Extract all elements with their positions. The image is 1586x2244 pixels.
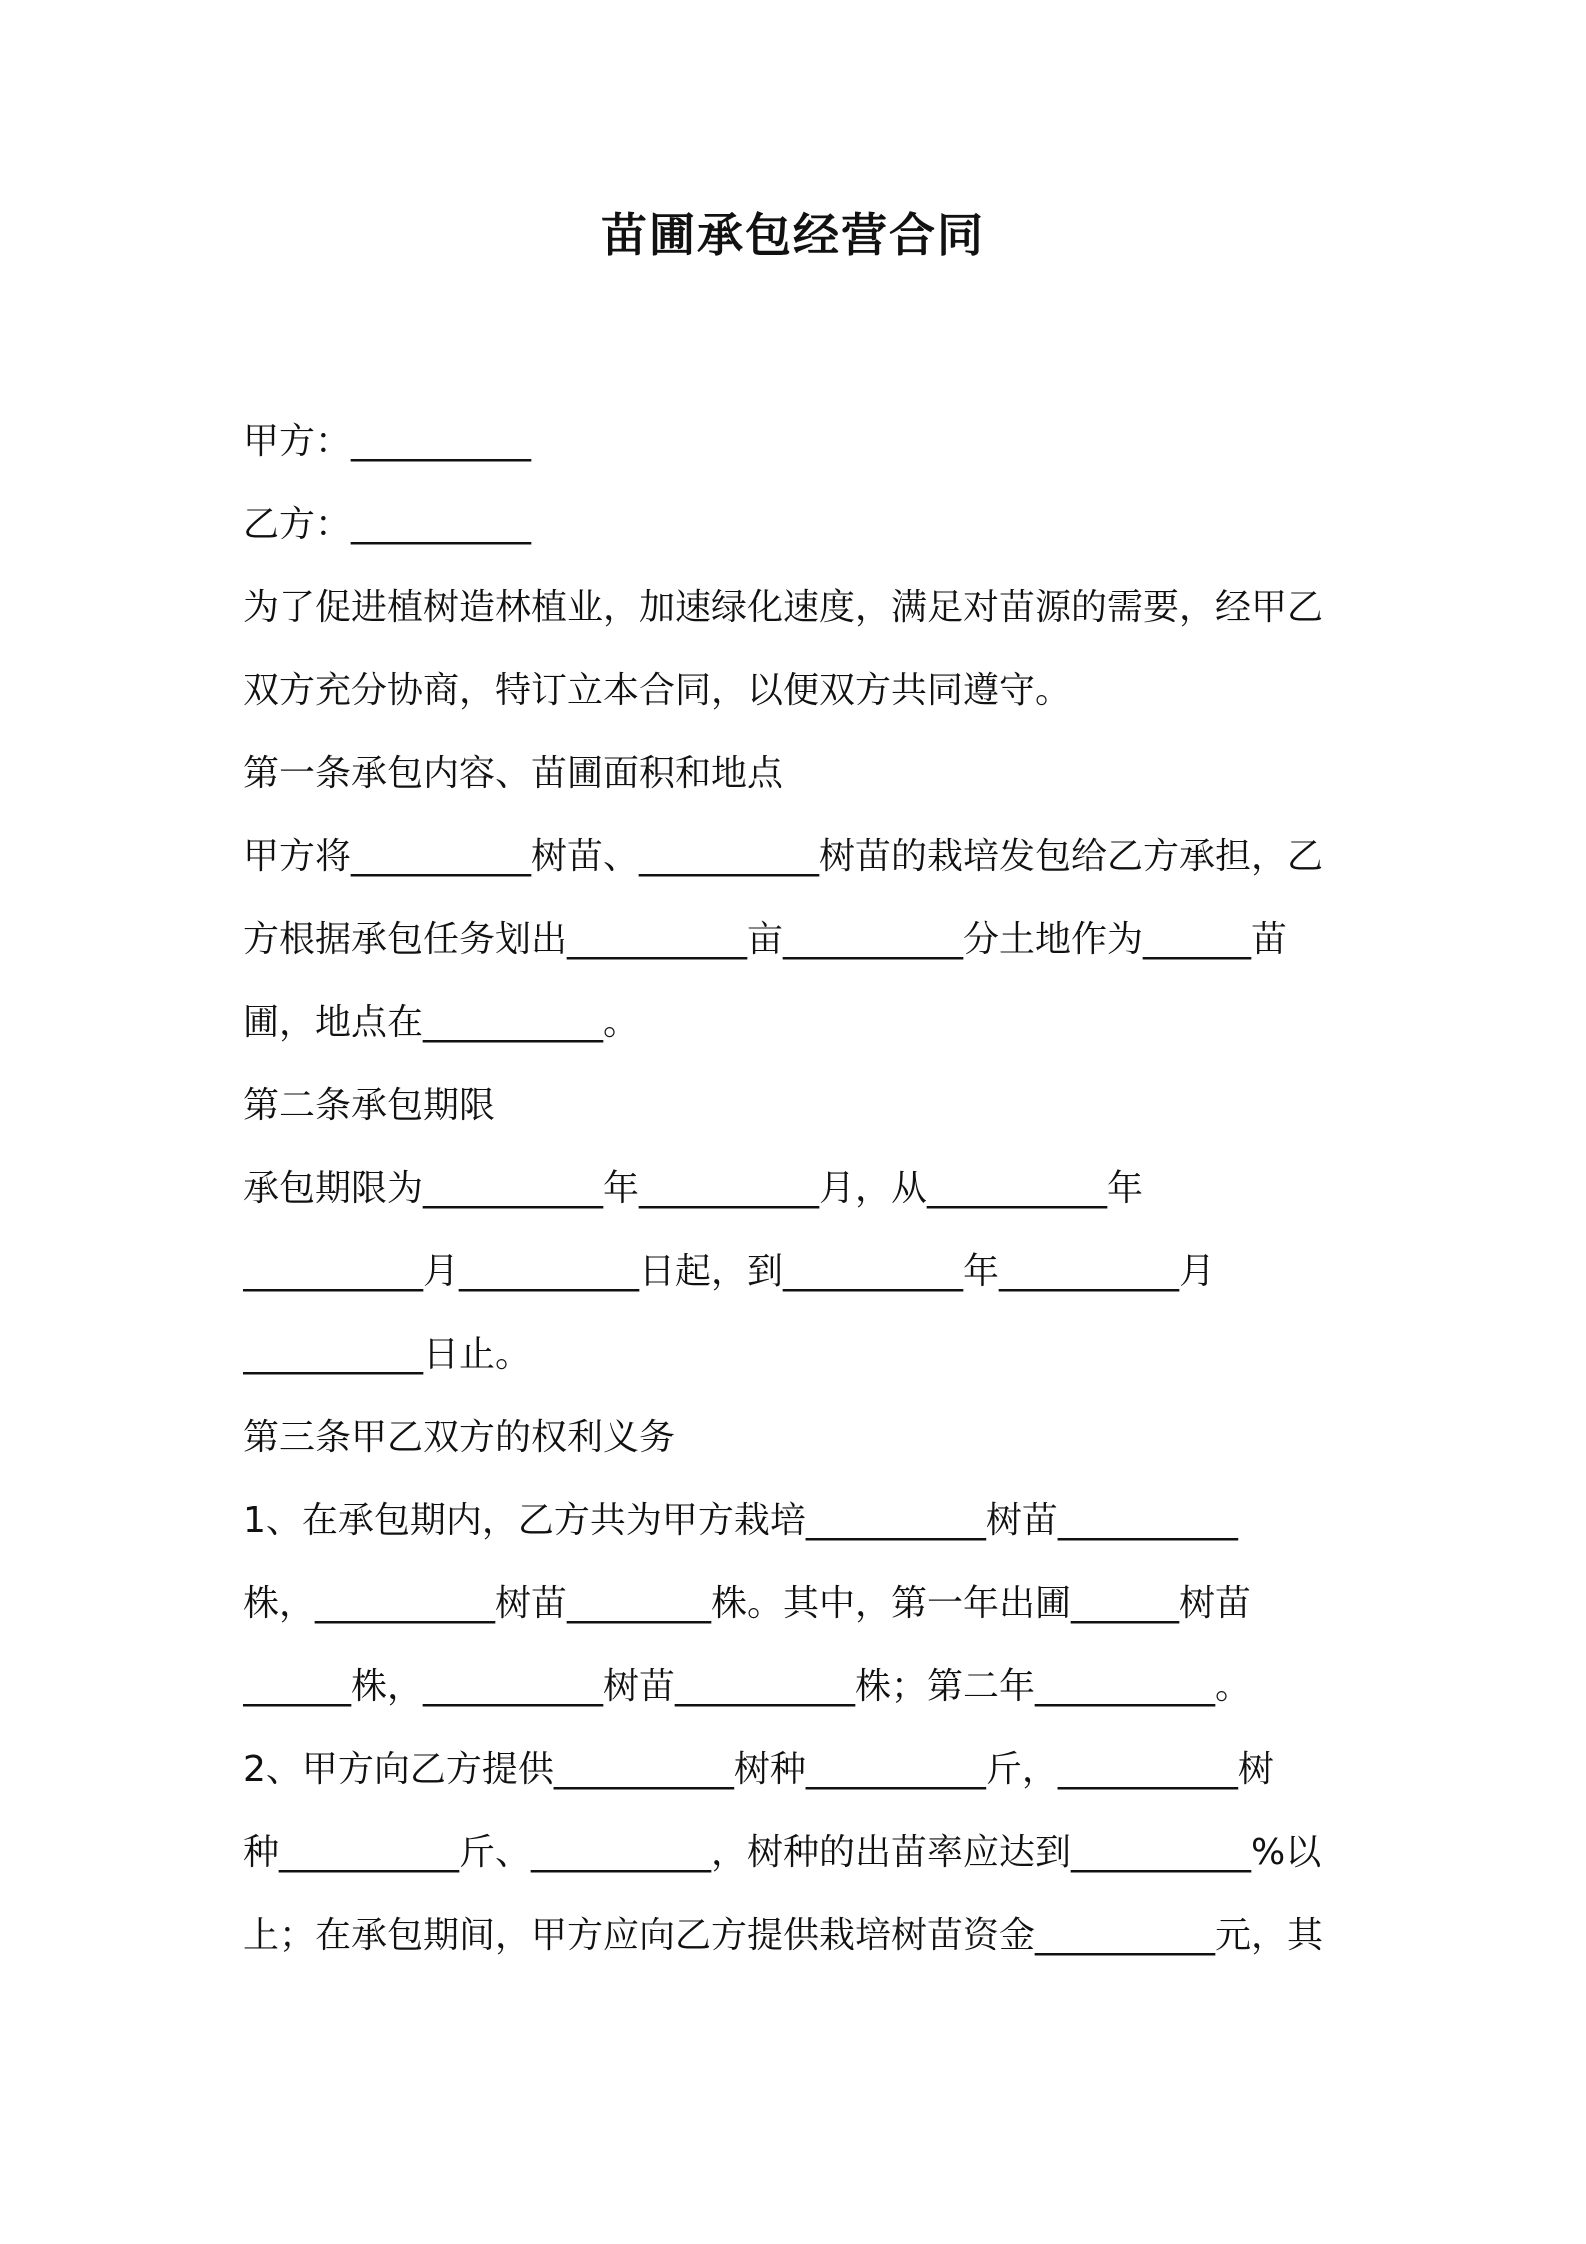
document-title: 苗圃承包经营合同	[601, 208, 985, 262]
article-3-text: 上；在承包期间，甲方应向乙方提供栽培树苗资金__________元，其	[243, 1915, 1324, 1956]
contract-body	[243, 400, 1353, 1977]
article-2-text: __________日止。	[243, 1334, 532, 1375]
article-3-text: ______株，__________树苗__________株；第二年__________。	[243, 1666, 1252, 1707]
article-3-text: 株，__________树苗________株。其中，第一年出圃______树苗	[243, 1583, 1252, 1624]
article-2-text: 承包期限为__________年__________月，从__________年	[243, 1168, 1144, 1209]
article-3-text: 种__________斤、__________，树种的出苗率应达到__________%以	[243, 1832, 1322, 1873]
article-2-text: __________月__________日起，到__________年__________月	[243, 1251, 1216, 1292]
preamble-line: 为了促进植树造林植业，加速绿化速度，满足对苗源的需要，经甲乙	[243, 587, 1324, 628]
article-1-text: 甲方将__________树苗、__________树苗的栽培发包给乙方承担，乙	[243, 836, 1324, 877]
article-1-heading: 第一条承包内容、苗圃面积和地点	[243, 753, 784, 794]
article-2-heading: 第二条承包期限	[243, 1085, 496, 1126]
article-1-text: 方根据承包任务划出__________亩__________分土地作为______苗	[243, 919, 1288, 960]
article-3-text: 1、在承包期内，乙方共为甲方栽培__________树苗__________	[243, 1500, 1238, 1541]
party-a-line: 甲方：__________	[243, 421, 532, 462]
article-1-text: 圃，地点在__________。	[243, 1002, 640, 1043]
party-b-line: 乙方：__________	[243, 504, 532, 545]
preamble-line: 双方充分协商，特订立本合同，以便双方共同遵守。	[243, 670, 1072, 711]
article-3-heading: 第三条甲乙双方的权利义务	[243, 1417, 676, 1458]
article-3-text: 2、甲方向乙方提供__________树种__________斤，__________树	[243, 1749, 1274, 1790]
